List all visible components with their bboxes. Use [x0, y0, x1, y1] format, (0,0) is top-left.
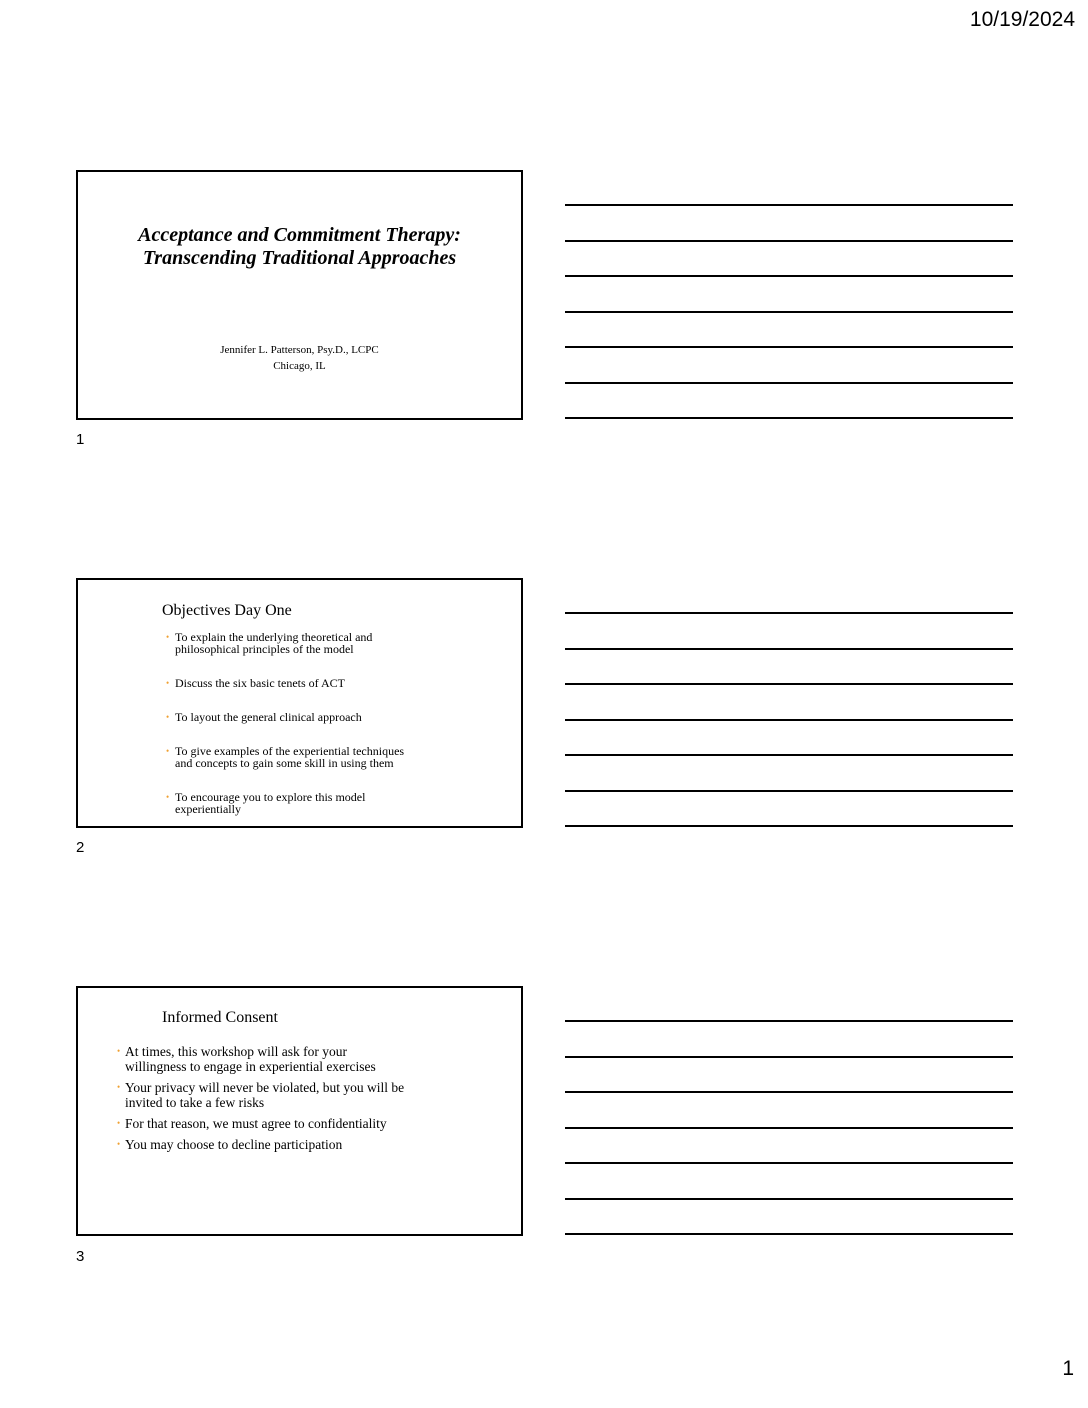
- list-item: [166, 631, 436, 655]
- slide-1-title: [78, 224, 521, 270]
- note-line: [565, 790, 1013, 792]
- bullet-icon: •: [117, 1046, 121, 1056]
- slide-3-bullet-list: [117, 1044, 447, 1158]
- slide-1-title-line-1: Acceptance and Commitment Therapy:: [138, 224, 461, 246]
- list-item: [117, 1137, 447, 1152]
- slide-1-thumbnail: [76, 170, 523, 420]
- note-line: [565, 1162, 1013, 1164]
- list-item: [166, 745, 436, 769]
- slide-3-title: Informed Consent: [162, 1009, 278, 1026]
- note-line: [565, 275, 1013, 277]
- bullet-icon: •: [166, 746, 170, 756]
- slide-1-title-line-2: Transcending Traditional Approaches: [142, 247, 457, 269]
- list-item: [166, 677, 436, 689]
- list-item: [117, 1116, 447, 1131]
- slide-2-title: Objectives Day One: [162, 602, 292, 619]
- note-line: [565, 311, 1013, 313]
- note-line: [565, 1056, 1013, 1058]
- bullet-icon: •: [166, 632, 170, 642]
- list-item: [117, 1080, 447, 1110]
- bullet-text: You may choose to decline participation: [125, 1137, 343, 1152]
- bullet-text: experientially: [175, 802, 241, 816]
- bullet-text: and concepts to gain some skill in using them: [175, 756, 394, 770]
- slide-number-2: 2: [76, 839, 85, 856]
- slide-3-thumbnail: [76, 986, 523, 1236]
- slide-2-thumbnail: [76, 578, 523, 828]
- bullet-text: Discuss the six basic tenets of ACT: [175, 676, 345, 690]
- slide-number-1: 1: [76, 431, 85, 448]
- slide-1-author: Jennifer L. Patterson, Psy.D., LCPC: [220, 344, 379, 356]
- slide-2-bullet-list: [166, 631, 436, 837]
- slide-1-location: Chicago, IL: [273, 360, 326, 372]
- bullet-text: For that reason, we must agree to confidentiality: [125, 1116, 387, 1131]
- page-number: 1: [1062, 1357, 1074, 1380]
- note-line: [565, 417, 1013, 419]
- note-line: [565, 240, 1013, 242]
- note-line: [565, 1127, 1013, 1129]
- slide-number-3: 3: [76, 1248, 85, 1265]
- bullet-text: At times, this workshop will ask for your: [125, 1044, 347, 1059]
- note-line: [565, 612, 1013, 614]
- bullet-icon: •: [166, 792, 170, 802]
- note-line: [565, 754, 1013, 756]
- note-line: [565, 1020, 1013, 1022]
- bullet-text: To encourage you to explore this model: [175, 790, 366, 804]
- bullet-text: To give examples of the experiential techniques: [175, 744, 405, 758]
- bullet-icon: •: [117, 1118, 121, 1128]
- note-line: [565, 648, 1013, 650]
- bullet-icon: •: [166, 678, 170, 688]
- print-date: 10/19/2024: [969, 8, 1075, 31]
- note-line: [565, 204, 1013, 206]
- bullet-text: invited to take a few risks: [125, 1095, 265, 1110]
- note-line: [565, 825, 1013, 827]
- note-line: [565, 1198, 1013, 1200]
- bullet-text: Your privacy will never be violated, but you will be: [125, 1080, 405, 1095]
- note-line: [565, 683, 1013, 685]
- bullet-icon: •: [117, 1139, 121, 1149]
- note-line: [565, 1091, 1013, 1093]
- list-item: [117, 1044, 447, 1074]
- list-item: [166, 791, 436, 815]
- bullet-text: philosophical principles of the model: [175, 642, 354, 656]
- bullet-text: To layout the general clinical approach: [175, 710, 362, 724]
- note-line: [565, 719, 1013, 721]
- list-item: [166, 711, 436, 723]
- bullet-text: willingness to engage in experiential exercises: [125, 1059, 376, 1074]
- note-line: [565, 1233, 1013, 1235]
- note-line: [565, 346, 1013, 348]
- slide-1-author-block: [78, 342, 521, 374]
- bullet-icon: •: [117, 1082, 121, 1092]
- note-line: [565, 382, 1013, 384]
- bullet-text: To explain the underlying theoretical and: [175, 630, 373, 644]
- bullet-icon: •: [166, 712, 170, 722]
